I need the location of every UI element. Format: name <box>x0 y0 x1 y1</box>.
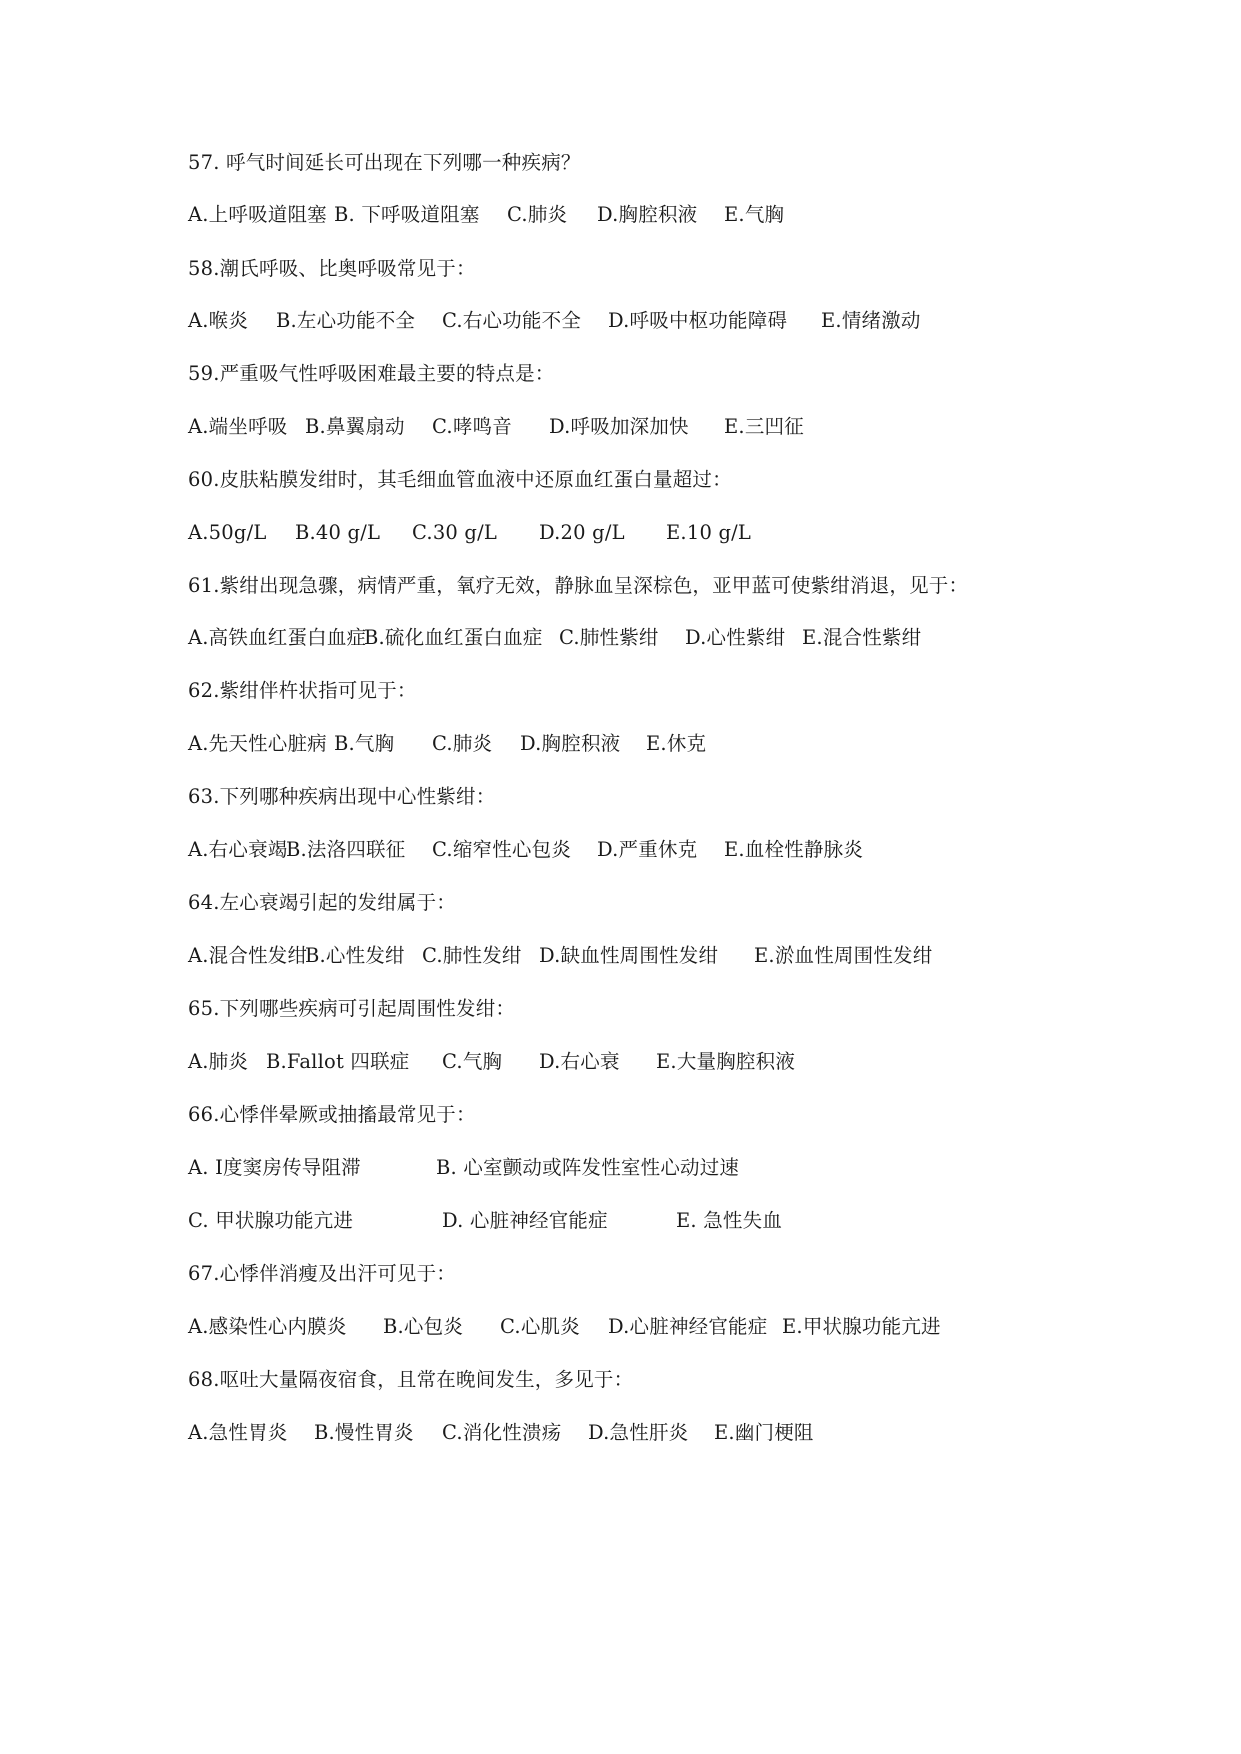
option-c: C.30 g/L <box>412 521 498 544</box>
option-e: E.气胸 <box>724 203 785 226</box>
question-61-options <box>188 622 1088 654</box>
option-e: E.三凹征 <box>724 415 804 438</box>
option-d: D. 心脏神经官能症 <box>442 1209 608 1232</box>
option-b: B.法洛四联征 <box>286 838 406 861</box>
option-b: B.气胸 <box>334 732 395 755</box>
option-b: B.Fallot 四联症 <box>266 1050 410 1073</box>
question-66-options-row1 <box>188 1152 1088 1184</box>
question-62-stem: 62.紫绀伴杵状指可见于： <box>188 679 417 702</box>
question-67-options <box>188 1311 1088 1343</box>
option-a: A.先天性心脏病 <box>188 732 327 755</box>
option-a: A.上呼吸道阻塞 <box>188 203 327 226</box>
option-a: A.喉炎 <box>188 309 249 332</box>
question-58-options <box>188 305 1088 337</box>
question-60-stem: 60.皮肤粘膜发绀时，其毛细血管血液中还原血红蛋白量超过： <box>188 468 732 491</box>
question-64-stem: 64.左心衰竭引起的发绀属于： <box>188 891 457 914</box>
option-b: B. 心室颤动或阵发性室性心动过速 <box>436 1156 740 1179</box>
option-c: C.肺炎 <box>432 732 493 755</box>
question-59-stem: 59.严重吸气性呼吸困难最主要的特点是： <box>188 362 555 385</box>
option-d: D.胸腔积液 <box>520 732 621 755</box>
option-b: B.心性发绀 <box>305 944 405 967</box>
option-d: D.呼吸中枢功能障碍 <box>608 309 788 332</box>
option-c: C.气胸 <box>442 1050 503 1073</box>
option-a: A.50g/L <box>188 521 267 544</box>
option-d: D.胸腔积液 <box>597 203 698 226</box>
option-d: D.呼吸加深加快 <box>549 415 689 438</box>
option-e: E.休克 <box>646 732 707 755</box>
option-c: C. 甲状腺功能亢进 <box>188 1209 354 1232</box>
question-65-stem: 65.下列哪些疾病可引起周围性发绀： <box>188 997 516 1020</box>
option-d: D.严重休克 <box>597 838 698 861</box>
option-a: A.右心衰竭 <box>188 838 288 861</box>
question-62-options <box>188 728 1088 760</box>
question-68-options <box>188 1417 1088 1449</box>
option-b: B.鼻翼扇动 <box>305 415 405 438</box>
option-e: E.混合性紫绀 <box>802 626 922 649</box>
option-c: C.右心功能不全 <box>442 309 582 332</box>
question-64-options <box>188 940 1088 972</box>
option-c: C.哮鸣音 <box>432 415 512 438</box>
option-c: C.心肌炎 <box>500 1315 580 1338</box>
option-d: D.右心衰 <box>539 1050 620 1073</box>
option-a: A.混合性发绀 <box>188 944 308 967</box>
question-63-options <box>188 834 1088 866</box>
question-65-options <box>188 1046 1088 1078</box>
option-a: A. Ⅰ度窦房传导阻滞 <box>188 1156 361 1179</box>
question-60-options <box>188 517 1088 549</box>
option-a: A.急性胃炎 <box>188 1421 288 1444</box>
option-e: E.幽门梗阻 <box>714 1421 814 1444</box>
option-b: B.心包炎 <box>383 1315 464 1338</box>
option-e: E.情绪激动 <box>821 309 921 332</box>
question-61-stem: 61.紫绀出现急骤，病情严重，氧疗无效，静脉血呈深棕色，亚甲蓝可使紫绀消退，见于： <box>188 574 969 597</box>
option-c: C.肺性发绀 <box>422 944 522 967</box>
option-d: D.心性紫绀 <box>685 626 786 649</box>
option-d: D.20 g/L <box>539 521 625 544</box>
option-c: C.缩窄性心包炎 <box>432 838 572 861</box>
option-d: D.急性肝炎 <box>588 1421 689 1444</box>
question-58-stem: 58.潮氏呼吸、比奥呼吸常见于： <box>188 257 476 280</box>
option-b: B.左心功能不全 <box>276 309 416 332</box>
option-e: E.淤血性周围性发绀 <box>754 944 933 967</box>
option-c: C.消化性溃疡 <box>442 1421 562 1444</box>
question-68-stem: 68.呕吐大量隔夜宿食，且常在晚间发生，多见于： <box>188 1368 634 1391</box>
question-63-stem: 63.下列哪种疾病出现中心性紫绀： <box>188 785 496 808</box>
option-a: A.端坐呼吸 <box>188 415 288 438</box>
question-57-options <box>188 199 1088 231</box>
question-59-options <box>188 411 1088 443</box>
option-a: A.高铁血红蛋白血症 <box>188 626 367 649</box>
option-b: B.硫化血红蛋白血症 <box>364 626 543 649</box>
option-e: E.大量胸腔积液 <box>656 1050 796 1073</box>
question-66-options-row2 <box>188 1205 1088 1237</box>
option-e: E.血栓性静脉炎 <box>724 838 864 861</box>
option-e: E. 急性失血 <box>676 1209 783 1232</box>
option-e: E.甲状腺功能亢进 <box>782 1315 941 1338</box>
question-57-stem: 57. 呼气时间延长可出现在下列哪一种疾病？ <box>188 151 581 174</box>
option-b: B.40 g/L <box>295 521 381 544</box>
question-66-stem: 66.心悸伴晕厥或抽搐最常见于： <box>188 1103 476 1126</box>
option-e: E.10 g/L <box>666 521 752 544</box>
option-b: B. 下呼吸道阻塞 <box>334 203 480 226</box>
option-c: C.肺性紫绀 <box>559 626 659 649</box>
option-b: B.慢性胃炎 <box>314 1421 414 1444</box>
option-c: C.肺炎 <box>507 203 568 226</box>
option-a: A.肺炎 <box>188 1050 249 1073</box>
option-d: D.心脏神经官能症 <box>608 1315 768 1338</box>
option-a: A.感染性心内膜炎 <box>188 1315 347 1338</box>
question-67-stem: 67.心悸伴消瘦及出汗可见于： <box>188 1262 457 1285</box>
option-d: D.缺血性周围性发绀 <box>539 944 719 967</box>
